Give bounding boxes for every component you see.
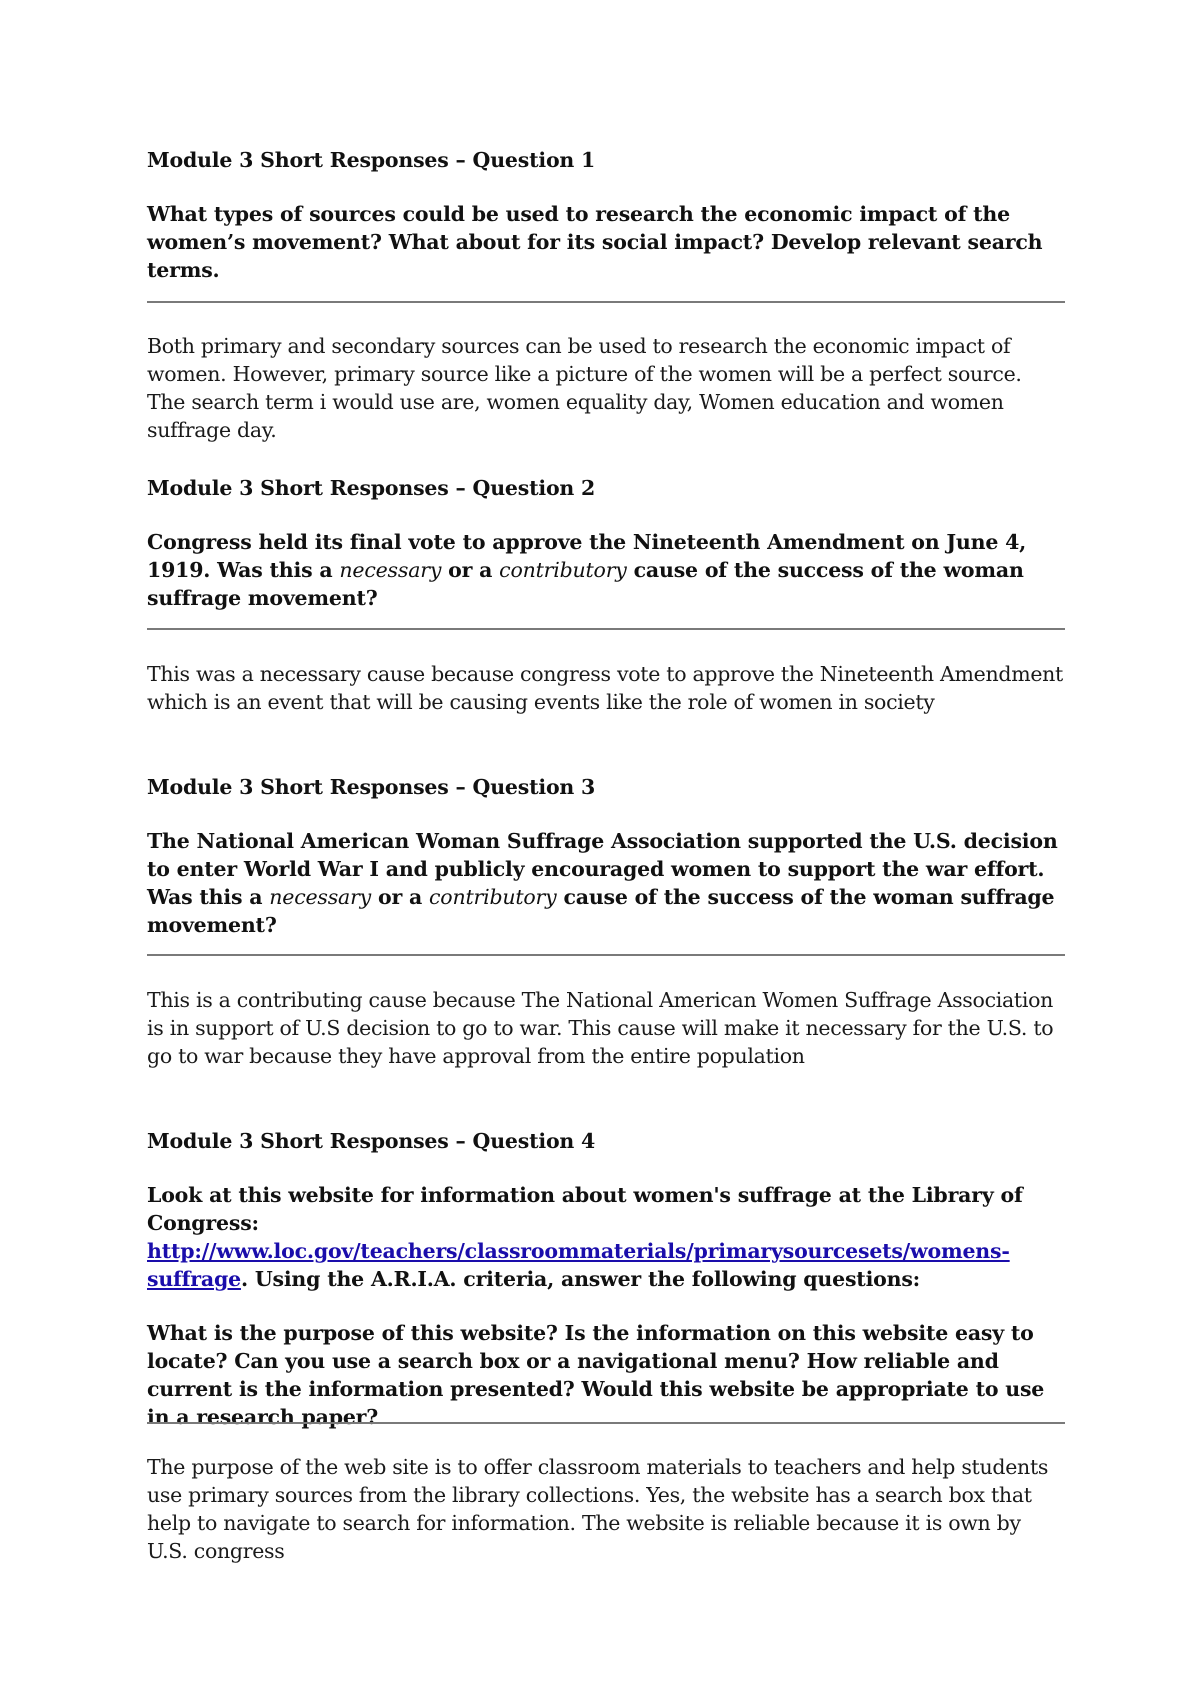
question-2-text-part: or a xyxy=(441,558,500,582)
question-1-heading: Module 3 Short Responses – Question 1 xyxy=(147,148,596,172)
question-4-text-part: . Using the A.R.I.A. criteria, answer the following questions: xyxy=(240,1267,921,1291)
question-4-followup-text: What is the purpose of this website? Is the information on this website easy to locate? Can you use a search box or a navigational menu? How reliable and current is the information presented? Would this website be appropriate to use in a research paper? xyxy=(147,1321,1045,1429)
answer-3-divider xyxy=(147,954,1065,956)
loc-womens-suffrage-link[interactable]: http://www.loc.gov/teachers/classroommaterials/primarysourcesets/womens-suffrage xyxy=(147,1239,1010,1291)
answer-2-section xyxy=(147,660,1065,716)
question-3-text-part: or a xyxy=(371,885,430,909)
question-2-text-part: Congress held its final vote to approve the Nineteenth Amendment on June 4, 1919. Was this a xyxy=(147,530,1027,582)
question-1-section xyxy=(147,146,1065,284)
question-2-italic-necessary: necessary xyxy=(339,558,442,582)
question-3-text-part: cause of the success of the woman suffrage movement? xyxy=(147,885,1055,937)
question-3-heading: Module 3 Short Responses – Question 3 xyxy=(147,775,596,799)
question-3-italic-contributory: contributory xyxy=(429,885,557,909)
question-1-text: What types of sources could be used to research the economic impact of the women’s movement? What about for its social impact? Develop relevant search terms. xyxy=(147,202,1043,282)
question-4-heading: Module 3 Short Responses – Question 4 xyxy=(147,1129,596,1153)
answer-1-divider xyxy=(147,301,1065,303)
answer-3-section xyxy=(147,986,1065,1070)
answer-2-divider xyxy=(147,628,1065,630)
question-3-text xyxy=(147,827,1065,939)
question-3-text-part: The National American Woman Suffrage Association supported the U.S. decision to enter World War I and publicly encouraged women to support the war effort. Was this a xyxy=(147,829,1058,909)
answer-1-section xyxy=(147,332,1065,444)
question-2-heading: Module 3 Short Responses – Question 2 xyxy=(147,476,596,500)
question-4-section xyxy=(147,1127,1065,1431)
answer-4-divider xyxy=(147,1422,1065,1424)
question-4-text-part: Look at this website for information about women's suffrage at the Library of Congress: xyxy=(147,1183,1023,1235)
question-2-text-part: cause of the success of the woman suffrage movement? xyxy=(147,558,1024,610)
question-2-text xyxy=(147,528,1065,612)
answer-1-text: Both primary and secondary sources can be used to research the economic impact of women. However, primary source like a picture of the women will be a perfect source. The search term i would use are, women equality day, Women education and women suffrage day. xyxy=(147,334,1022,442)
answer-4-text: The purpose of the web site is to offer classroom materials to teachers and help students use primary sources from the library collections. Yes, the website has a search box that help to navigate to search for information. The website is reliable because it is own by U.S. congress xyxy=(147,1455,1049,1563)
question-2-italic-contributory: contributory xyxy=(499,558,627,582)
question-4-text xyxy=(147,1181,1065,1293)
answer-3-text: This is a contributing cause because The National American Women Suffrage Association is in support of U.S decision to go to war. This cause will make it necessary for the U.S. to go to war because they have approval from the entire population xyxy=(147,988,1054,1068)
question-3-italic-necessary: necessary xyxy=(269,885,372,909)
question-3-section xyxy=(147,773,1065,939)
answer-2-text: This was a necessary cause because congress vote to approve the Nineteenth Amendment which is an event that will be causing events like the role of women in society xyxy=(147,662,1063,714)
answer-4-section xyxy=(147,1453,1065,1565)
question-2-section xyxy=(147,474,1065,612)
